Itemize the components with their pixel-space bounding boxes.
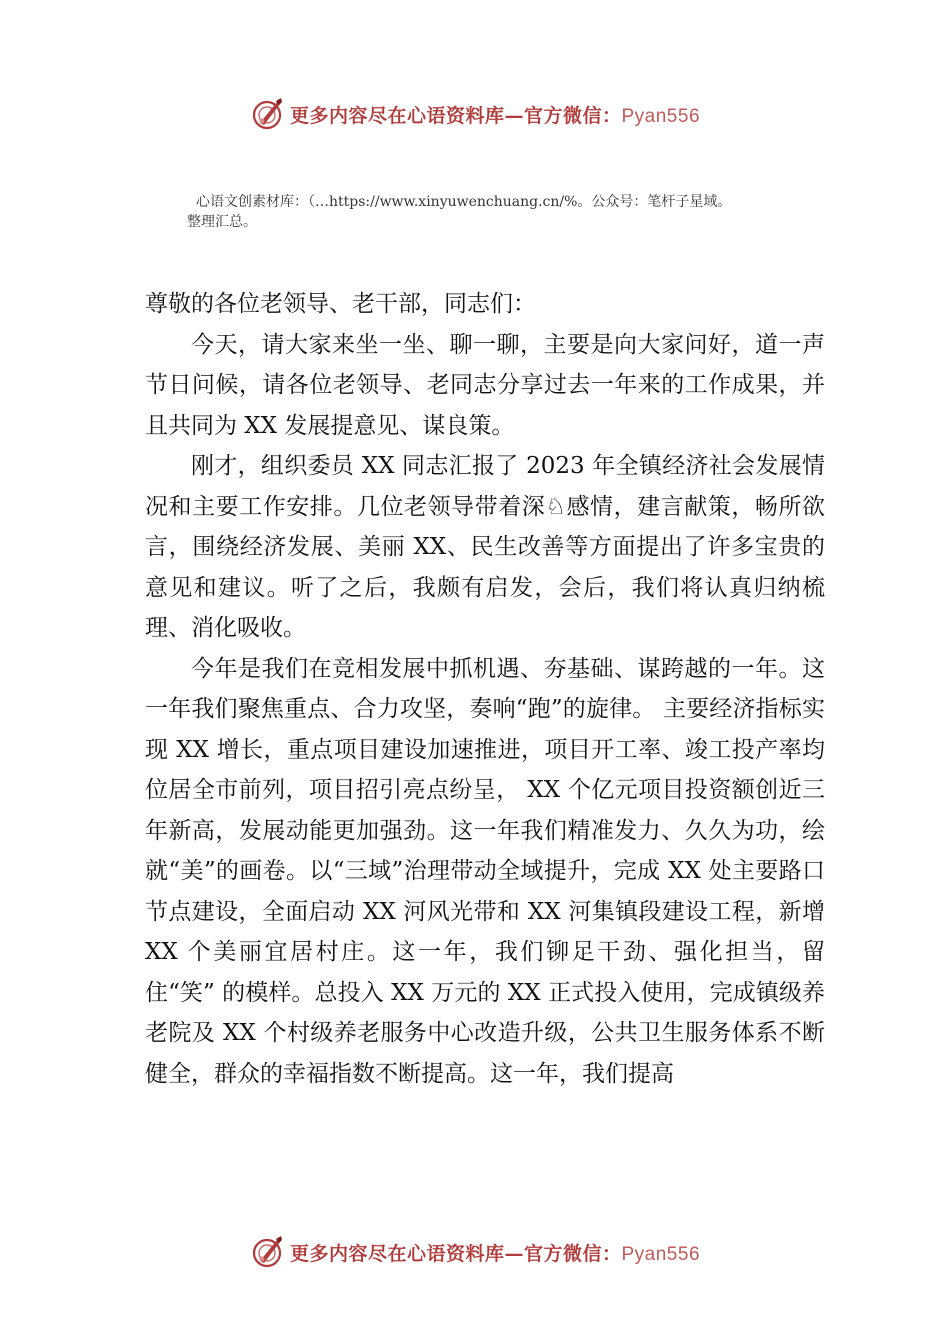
brush-seal-logo-icon (250, 96, 286, 132)
source-note-line1: 心语文创素材库：（…https://www.xinyuwenchuang.cn/%。公众号：笔杆子星域。 (196, 194, 732, 210)
banner-text (290, 1239, 700, 1266)
banner-label: 更多内容尽在心语资料库—官方微信： (289, 1242, 622, 1265)
banner-label: 更多内容尽在心语资料库—官方微信： (289, 104, 622, 127)
banner-wechat-id: Pyan556 (621, 105, 701, 127)
header-banner (0, 94, 950, 134)
salutation: 尊敬的各位老领导、老干部，同志们： (145, 291, 536, 317)
paragraph-2: 刚才，组织委员 XX 同志汇报了 2023 年全镇经济社会发展情况和主要工作安排。几位老领导带着深♘感情，建言献策，畅所欲言，围绕经济发展、美丽 XX、民生改善等方面提出了许多宝贵的意见和建议。听了之后，我颇有启发，会后，我们将认真归纳梳理、消化吸收。 (145, 453, 825, 641)
banner-wechat-id: Pyan556 (621, 1243, 701, 1265)
paragraph-3: 今年是我们在竞相发展中抓机遇、夯基础、谋跨越的一年。这一年我们聚焦重点、合力攻坚，奏响“跑”的旋律。 主要经济指标实现 XX 增长，重点项目建设加速推进，项目开工率、竣工投产率均位居全市前列，项目招引亮点纷呈， XX 个亿元项目投资额创近三年新高，发展动能更加强劲。这一年我们精准发力、久久为功，绘就“美”的画卷。以“三域”治理带动全域提升，完成 XX 处主要路口节点建设，全面启动 XX 河风光带和 XX 河集镇段建设工程，新增 XX 个美丽宜居村庄。这一年，我们铆足干劲、强化担当，留住“笑” 的模样。总投入 XX 万元的 XX 正式投入使用，完成镇级养老院及 XX 个村级养老服务中心改造升级，公共卫生服务体系不断健全，群众的幸福指数不断提高。这一年，我们提高 (145, 655, 825, 1087)
source-note-line2: 整理汇总。 (187, 214, 257, 230)
footer-banner (0, 1232, 950, 1272)
brush-seal-logo-icon (250, 1234, 286, 1270)
document-body (145, 284, 825, 1094)
banner-text (290, 101, 700, 128)
paragraph-1: 今天，请大家来坐一坐、聊一聊，主要是向大家问好，道一声节日问候，请各位老领导、老同志分享过去一年来的工作成果，并且共同为 XX 发展提意见、谋良策。 (145, 331, 825, 439)
source-note (187, 192, 867, 232)
